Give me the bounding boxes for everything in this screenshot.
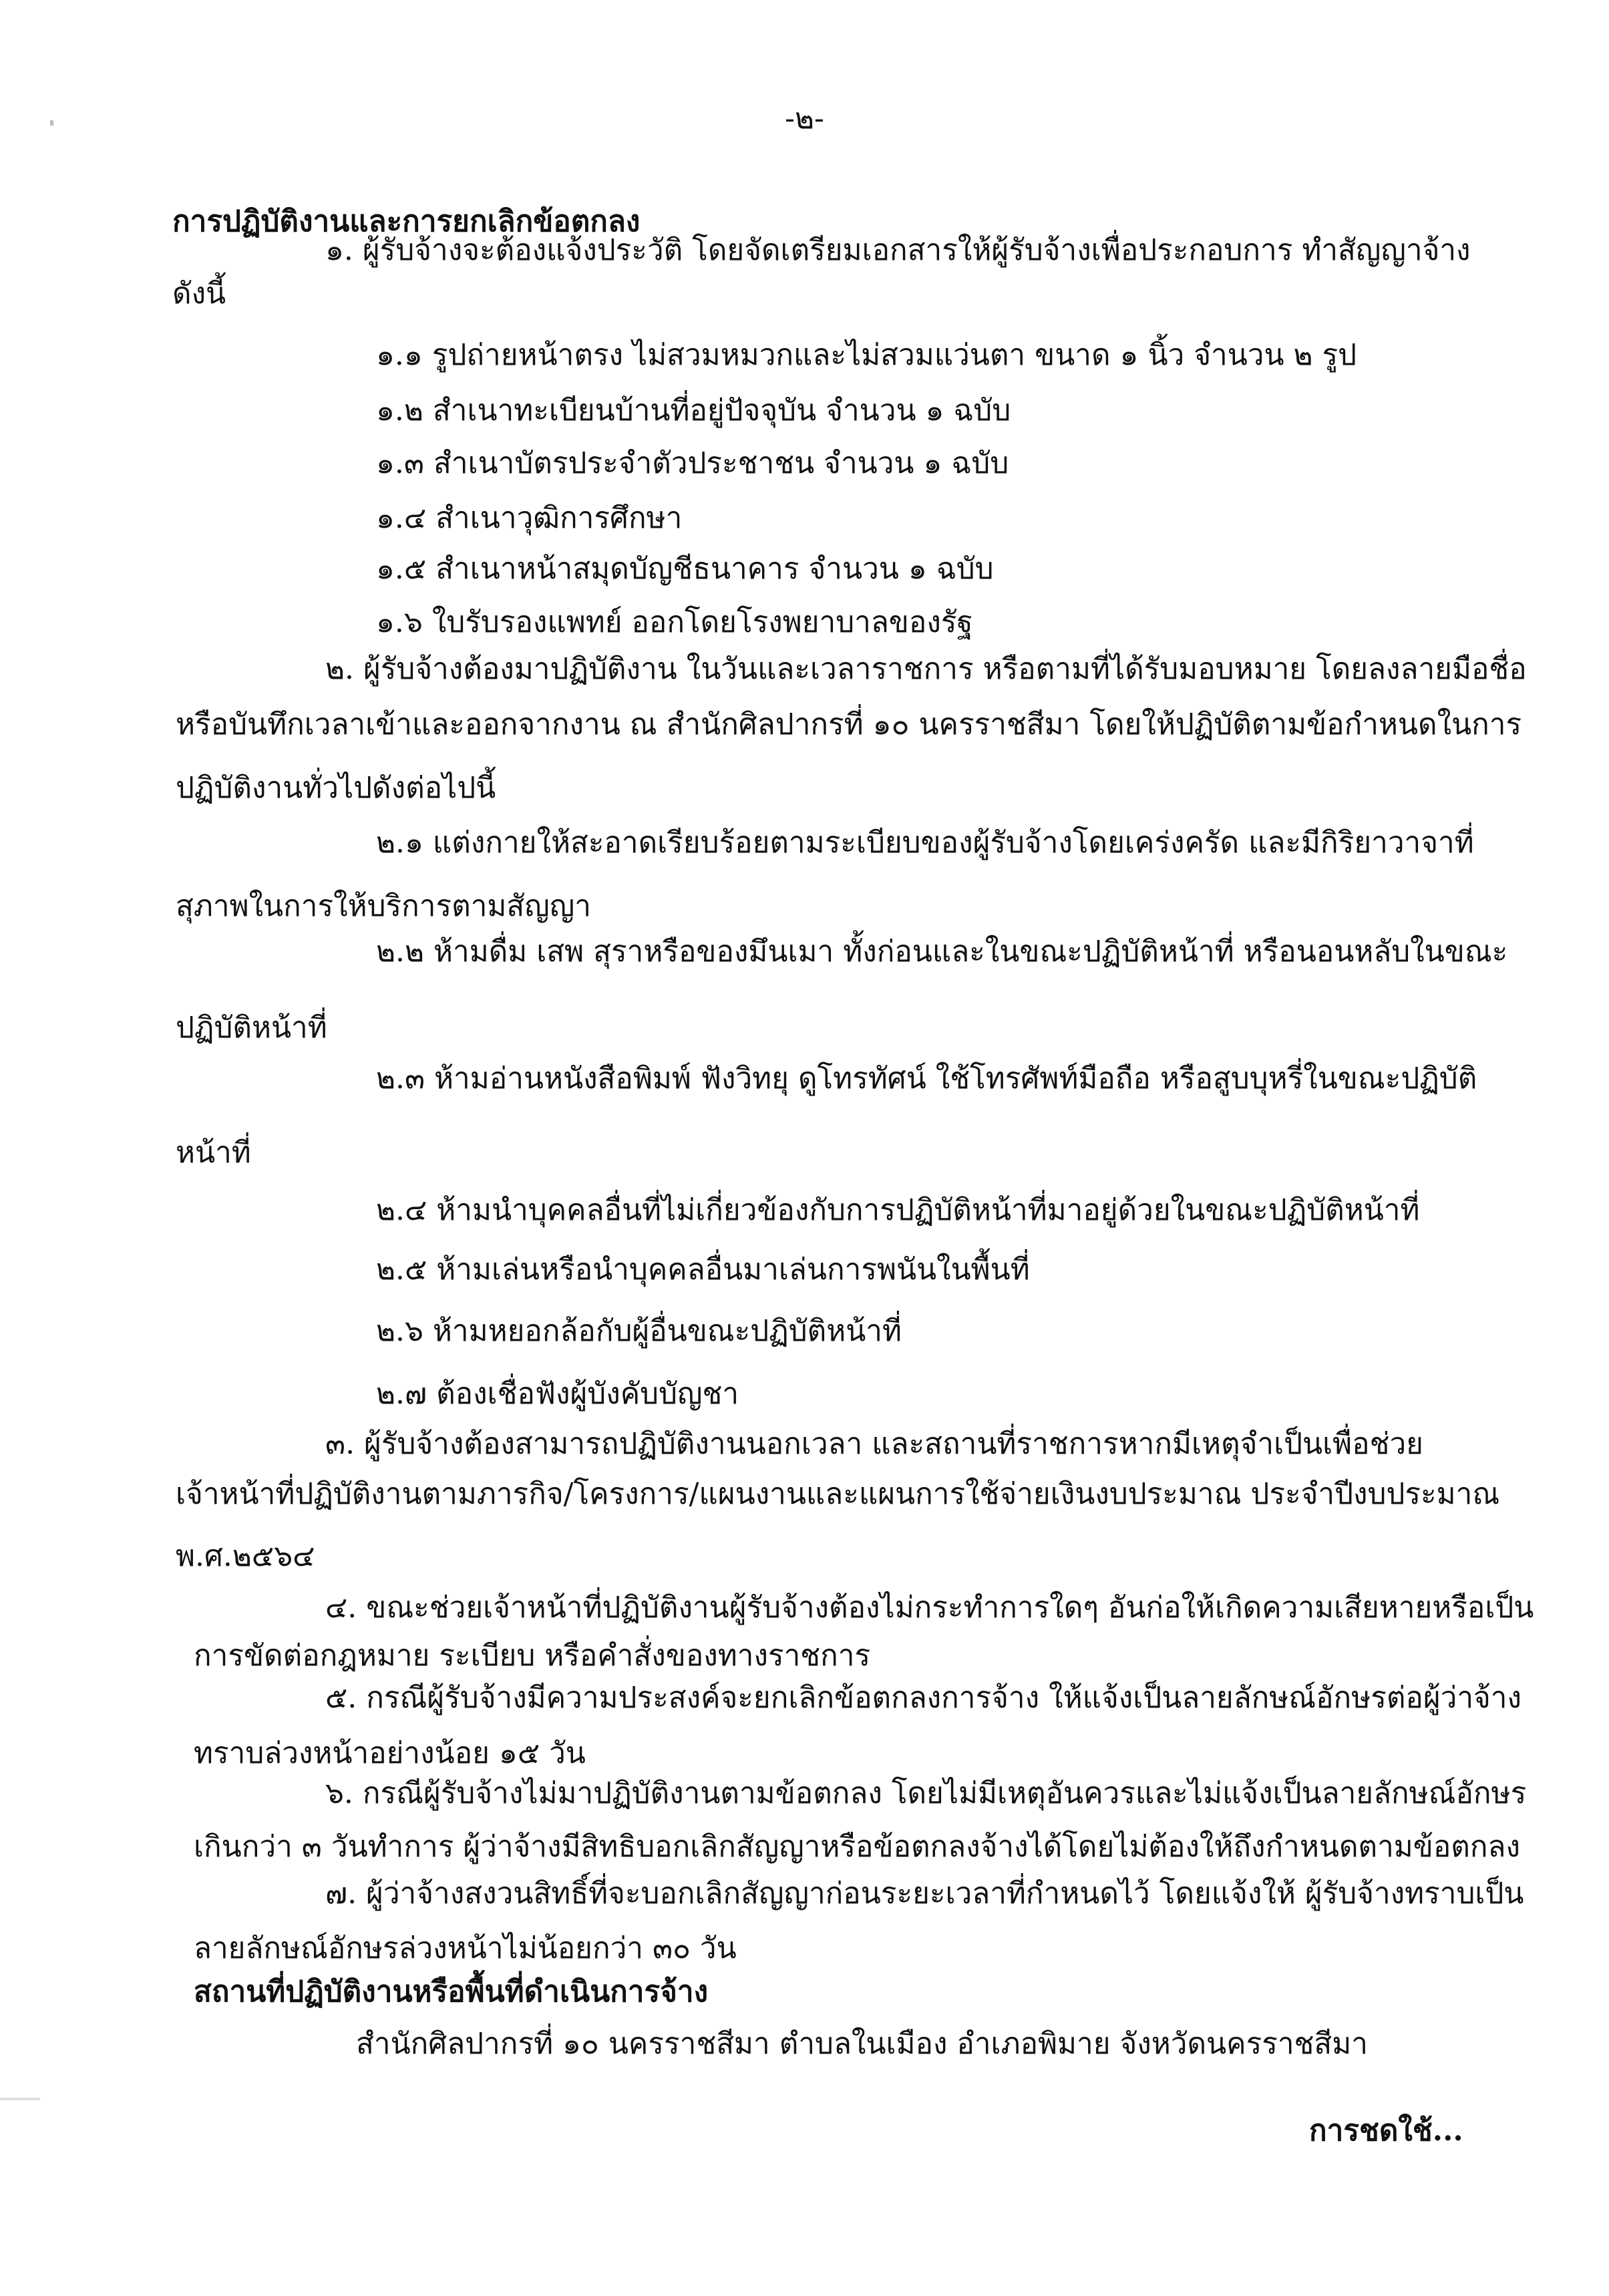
item-1-6: ๑.๖ ใบรับรองแพทย์ ออกโดยโรงพยาบาลของรัฐ <box>376 605 973 639</box>
item-1-line-1: ๑. ผู้รับจ้างจะต้องแจ้งประวัติ โดยจัดเตรียมเอกสารให้ผู้รับจ้างเพื่อประกอบการ ทำสัญญาจ้าง <box>325 233 1471 267</box>
item-7-line-2: ลายลักษณ์อักษรล่วงหน้าไม่น้อยกว่า ๓๐ วัน <box>194 1931 737 1965</box>
item-1-1: ๑.๑ รูปถ่ายหน้าตรง ไม่สวมหมวกและไม่สวมแว่นตา ขนาด ๑ นิ้ว จำนวน ๒ รูป <box>376 338 1357 372</box>
item-2-2-line-2: ปฏิบัติหน้าที่ <box>176 1011 327 1045</box>
item-1-3: ๑.๓ สำเนาบัตรประจำตัวประชาชน จำนวน ๑ ฉบับ <box>376 446 1009 480</box>
continuation-catchword: การชดใช้... <box>1309 2114 1463 2148</box>
item-1-line-2: ดังนี้ <box>172 277 226 311</box>
item-2-3-line-1: ๒.๓ ห้ามอ่านหนังสือพิมพ์ ฟังวิทยุ ดูโทรทัศน์ ใช้โทรศัพท์มือถือ หรือสูบบุหรี่ในขณะปฏิบัติ <box>376 1061 1477 1096</box>
scan-speck <box>0 2098 40 2100</box>
item-1-2: ๑.๒ สำเนาทะเบียนบ้านที่อยู่ปัจจุบัน จำนวน ๑ ฉบับ <box>376 393 1011 428</box>
item-2-3-line-2: หน้าที่ <box>176 1136 251 1170</box>
location-text: สำนักศิลปากรที่ ๑๐ นครราชสีมา ตำบลในเมือง อำเภอพิมาย จังหวัดนครราชสีมา <box>356 2027 1368 2061</box>
item-2-6: ๒.๖ ห้ามหยอกล้อกับผู้อื่นขณะปฏิบัติหน้าที่ <box>376 1314 902 1348</box>
item-2-line-2: หรือบันทึกเวลาเข้าและออกจากงาน ณ สำนักศิลปากรที่ ๑๐ นครราชสีมา โดยให้ปฏิบัติตามข้อกำหนดในการ <box>176 707 1522 742</box>
item-2-2-line-1: ๒.๒ ห้ามดื่ม เสพ สุราหรือของมึนเมา ทั้งก่อนและในขณะปฏิบัติหน้าที่ หรือนอนหลับในขณะ <box>376 935 1508 969</box>
item-6-line-1: ๖. กรณีผู้รับจ้างไม่มาปฏิบัติงานตามข้อตกลง โดยไม่มีเหตุอันควรและไม่แจ้งเป็นลายลักษณ์อักษร <box>325 1776 1527 1810</box>
scan-speck <box>50 120 53 126</box>
item-7-line-1: ๗. ผู้ว่าจ้างสงวนสิทธิ์ที่จะบอกเลิกสัญญาก่อนระยะเวลาที่กำหนดไว้ โดยแจ้งให้ ผู้รับจ้างทราบเป็น <box>325 1876 1524 1911</box>
section-heading-operation: การปฏิบัติงานและการยกเลิกข้อตกลง <box>172 204 641 238</box>
item-2-4: ๒.๔ ห้ามนำบุคคลอื่นที่ไม่เกี่ยวข้องกับการปฏิบัติหน้าที่มาอยู่ด้วยในขณะปฏิบัติหน้าที่ <box>376 1193 1420 1227</box>
page-number: -๒- <box>785 102 824 136</box>
item-5-line-2: ทราบล่วงหน้าอย่างน้อย ๑๕ วัน <box>194 1736 586 1770</box>
item-2-1-line-1: ๒.๑ แต่งกายให้สะอาดเรียบร้อยตามระเบียบของผู้รับจ้างโดยเคร่งครัด และมีกิริยาวาจาที่ <box>376 826 1474 860</box>
item-2-1-line-2: สุภาพในการให้บริการตามสัญญา <box>176 889 591 923</box>
item-2-5: ๒.๕ ห้ามเล่นหรือนำบุคคลอื่นมาเล่นการพนันในพื้นที่ <box>376 1253 1030 1287</box>
item-2-line-1: ๒. ผู้รับจ้างต้องมาปฏิบัติงาน ในวันและเวลาราชการ หรือตามที่ได้รับมอบหมาย โดยลงลายมือชื่อ <box>325 652 1527 686</box>
item-1-4: ๑.๔ สำเนาวุฒิการศึกษา <box>376 501 683 535</box>
item-3-line-1: ๓. ผู้รับจ้างต้องสามารถปฏิบัติงานนอกเวลา และสถานที่ราชการหากมีเหตุจำเป็นเพื่อช่วย <box>325 1427 1423 1461</box>
item-2-7: ๒.๗ ต้องเชื่อฟังผู้บังคับบัญชา <box>376 1377 739 1411</box>
item-4-line-2: การขัดต่อกฎหมาย ระเบียบ หรือคำสั่งของทางราชการ <box>194 1639 871 1673</box>
section-heading-location: สถานที่ปฏิบัติงานหรือพื้นที่ดำเนินการจ้าง <box>194 1975 709 2009</box>
item-6-line-2: เกินกว่า ๓ วันทำการ ผู้ว่าจ้างมีสิทธิบอกเลิกสัญญาหรือข้อตกลงจ้างได้โดยไม่ต้องให้ถึงกำหนดตามข้อตกลง <box>194 1830 1520 1864</box>
item-1-5: ๑.๕ สำเนาหน้าสมุดบัญชีธนาคาร จำนวน ๑ ฉบับ <box>376 552 994 586</box>
item-3-line-2: เจ้าหน้าที่ปฏิบัติงานตามภารกิจ/โครงการ/แผนงานและแผนการใช้จ่ายเงินงบประมาณ ประจำปีงบประมาณ <box>176 1477 1500 1511</box>
item-5-line-1: ๕. กรณีผู้รับจ้างมีความประสงค์จะยกเลิกข้อตกลงการจ้าง ให้แจ้งเป็นลายลักษณ์อักษรต่อผู้ว่าจ้าง <box>325 1681 1522 1715</box>
item-4-line-1: ๔. ขณะช่วยเจ้าหน้าที่ปฏิบัติงานผู้รับจ้างต้องไม่กระทำการใดๆ อันก่อให้เกิดความเสียหายหรือเป็น <box>325 1591 1534 1625</box>
item-2-line-3: ปฏิบัติงานทั่วไปดังต่อไปนี้ <box>176 771 496 805</box>
item-3-line-3: พ.ศ.๒๕๖๔ <box>176 1539 315 1573</box>
